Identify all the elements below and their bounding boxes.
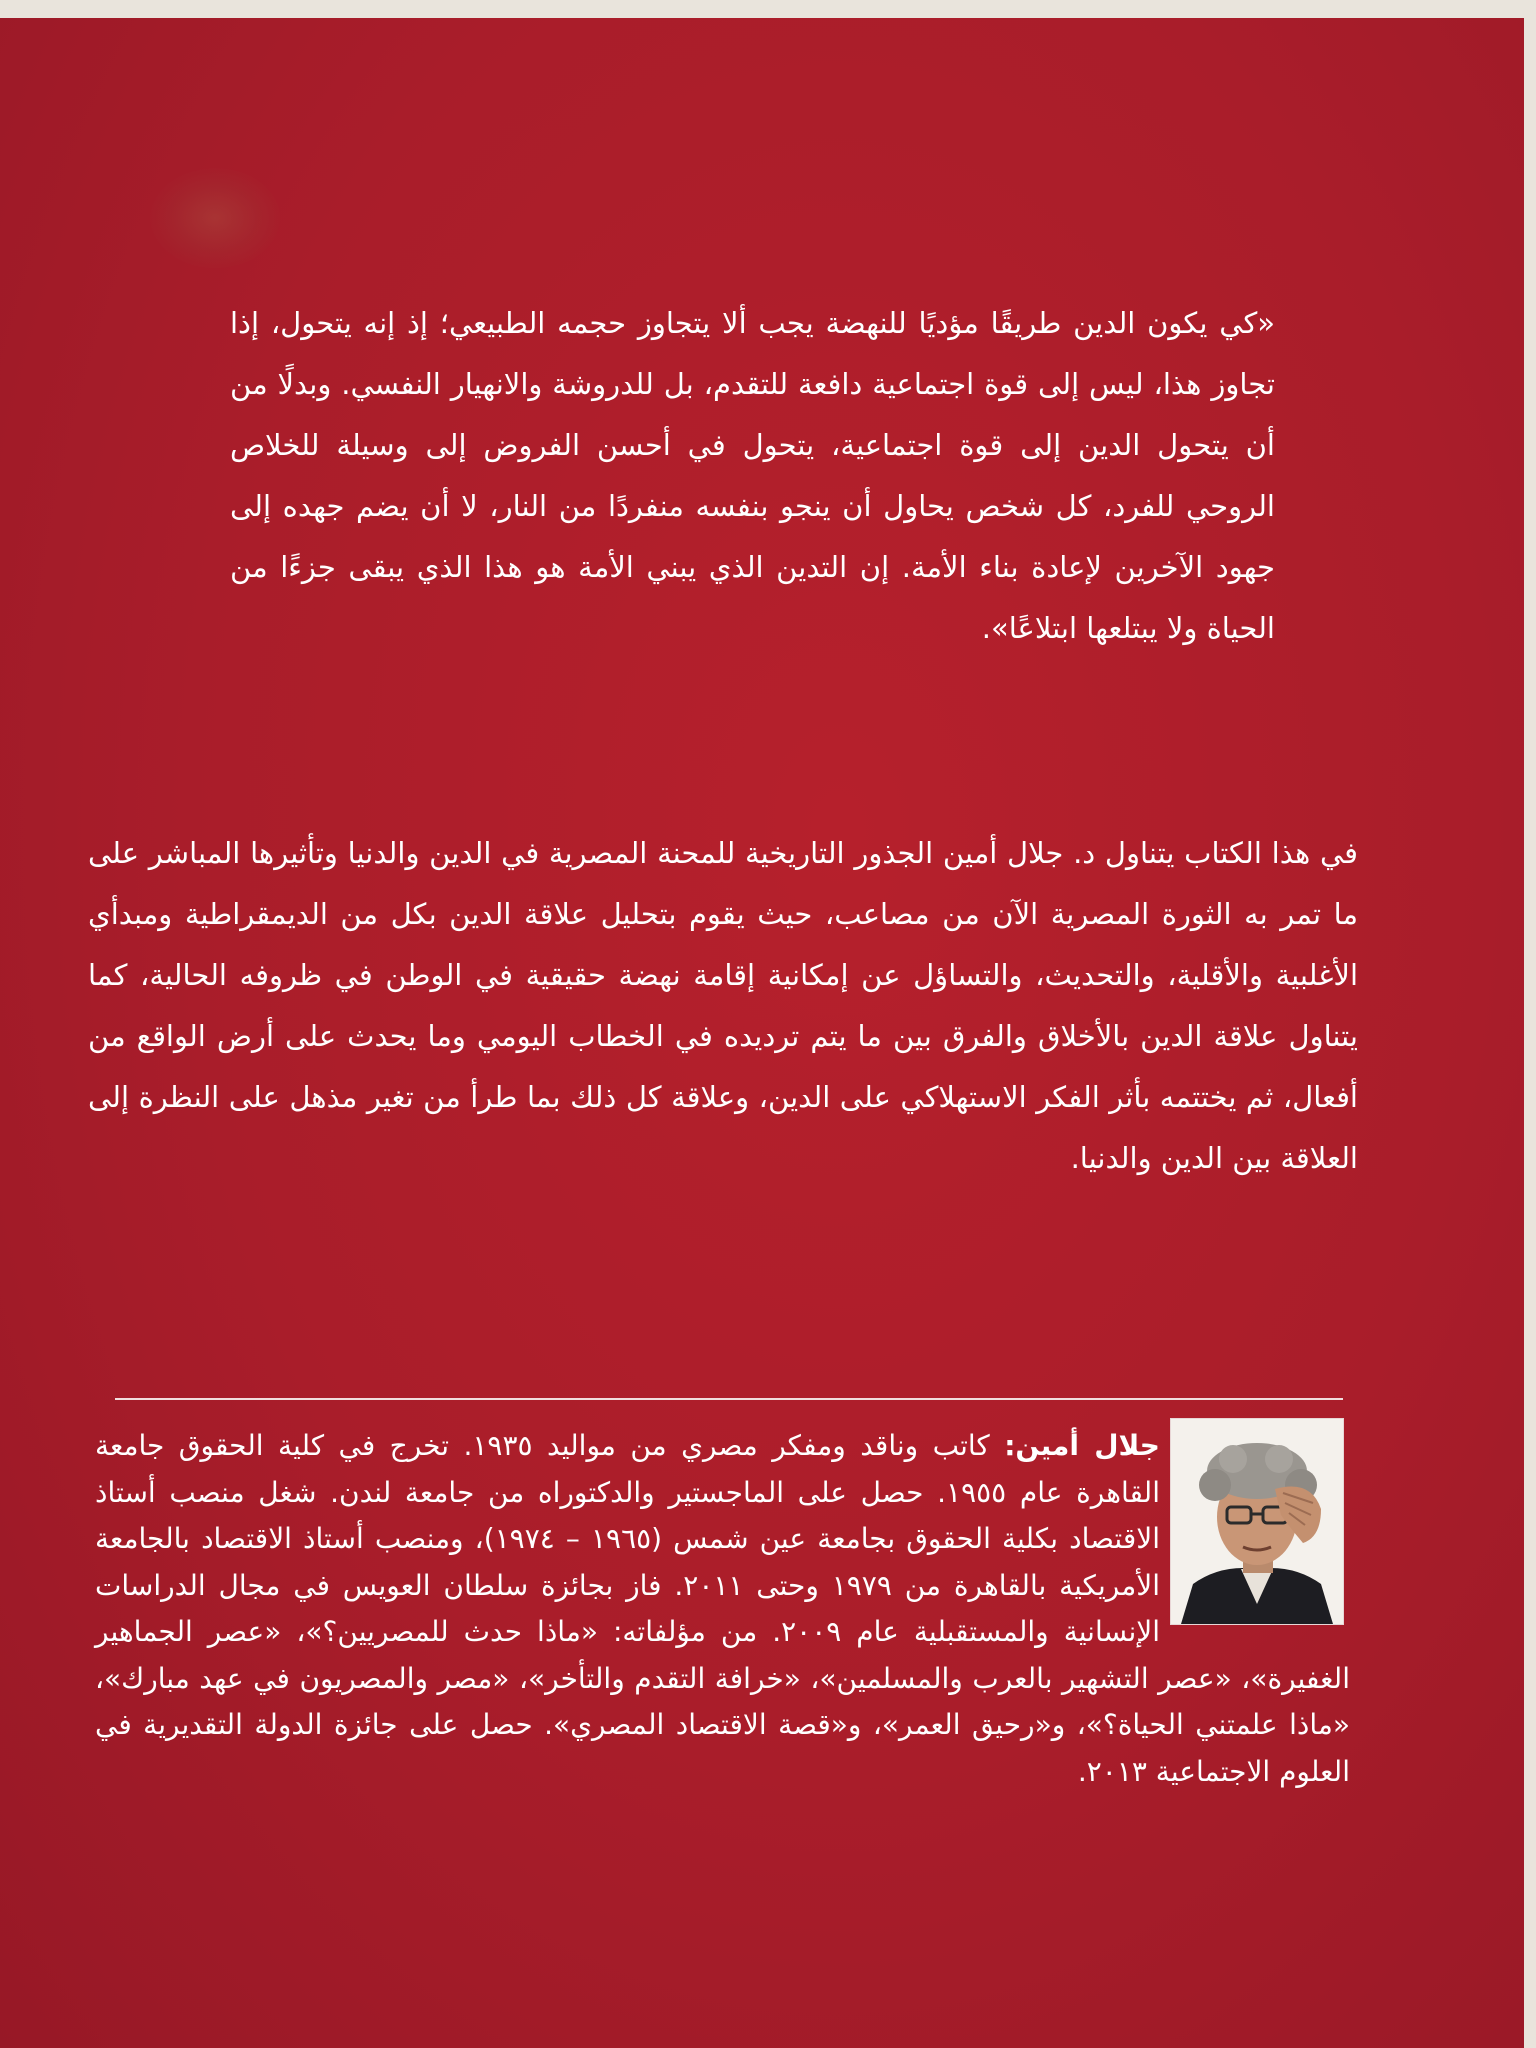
- cover-stain: [150, 168, 280, 268]
- back-cover-quote: «كي يكون الدين طريقًا مؤديًا للنهضة يجب ألا يتجاوز حجمه الطبيعي؛ إذ إنه يتحول، إذا تجاوز هذا، ليس إلى قوة اجتماعية دافعة للتقدم، بل للدروشة والانهيار النفسي. وبدلًا من أن يتحول الدين إلى قوة اجتماعية، يتحول في أحسن الفروض إلى وسيلة للخلاص الروحي للفرد، كل شخص يحاول أن ينجو بنفسه منفردًا من النار، لا أن يضم جهده إلى جهود الآخرين لإعادة بناء الأمة. إن التدين الذي يبني الأمة هو هذا الذي يبقى جزءًا من الحياة ولا يبتلعها ابتلاعًا».: [230, 306, 1275, 645]
- section-divider: [115, 1398, 1343, 1400]
- author-bio-text: كاتب وناقد ومفكر مصري من مواليد ١٩٣٥. تخرج في كلية الحقوق جامعة القاهرة عام ١٩٥٥. حصل على الماجستير والدكتوراه من جامعة لندن. شغل منصب أستاذ الاقتصاد بكلية الحقوق بجامعة عين شمس (١٩٦٥ – ١٩٧٤)، ومنصب أستاذ الاقتصاد بالجامعة الأمريكية بالقاهرة من ١٩٧٩ وحتى ٢٠١١. فاز بجائزة سلطان العويس في مجال الدراسات الإنسانية والمستقبلية عام ٢٠٠٩. من مؤلفاته: «ماذا حدث للمصريين؟»، «عصر الجماهير الغفيرة»، «عصر التشهير بالعرب والمسلمين»، «خرافة التقدم والتأخر»، «مصر والمصريون في عهد مبارك»، «ماذا علمتني الحياة؟»، و«رحيق العمر»، و«قصة الاقتصاد المصري». حصل على جائزة الدولة التقديرية في العلوم الاجتماعية ٢٠١٣.: [95, 1429, 1350, 1788]
- book-description: في هذا الكتاب يتناول د. جلال أمين الجذور التاريخية للمحنة المصرية في الدين والدنيا وتأثيرها المباشر على ما تمر به الثورة المصرية الآن من مصاعب، حيث يقوم بتحليل علاقة الدين بكل من الديمقراطية ومبدأي الأغلبية والأقلية، والتحديث، والتساؤل عن إمكانية إقامة نهضة حقيقية في الوطن في ظروفه الحالية، كما يتناول علاقة الدين بالأخلاق والفرق بين ما يتم ترديده في الخطاب اليومي وما يحدث على أرض الواقع من أفعال، ثم يختتمه بأثر الفكر الاستهلاكي على الدين، وعلاقة كل ذلك بما طرأ من تغير مذهل على النظرة إلى العلاقة بين الدين والدنيا.: [88, 836, 1358, 1175]
- author-name: جلال أمين:: [1004, 1429, 1160, 1462]
- author-bio: [95, 1423, 1350, 1795]
- book-back-cover: [0, 18, 1524, 2048]
- photo-wrap-space: [1160, 1423, 1350, 1653]
